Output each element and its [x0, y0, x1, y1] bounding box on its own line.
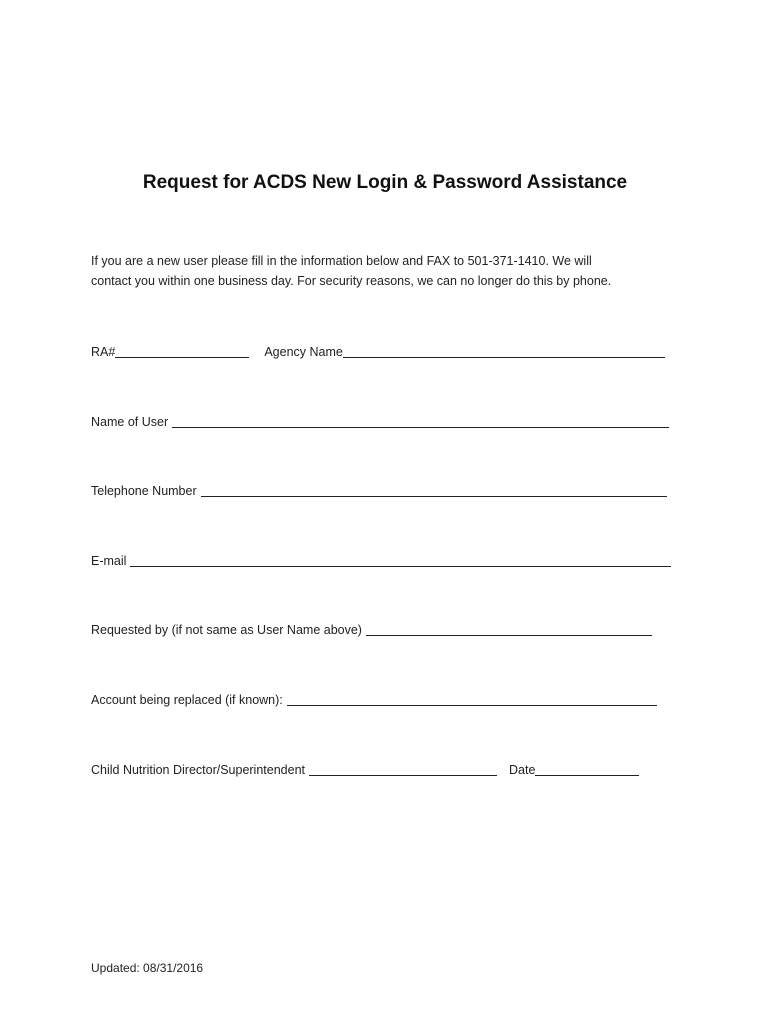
document-title: Request for ACDS New Login & Password Assistance	[142, 172, 628, 193]
email-field[interactable]	[130, 553, 671, 567]
intro-line-1: If you are a new user please fill in the information below and FAX to 501-371-1410. We will	[91, 254, 592, 268]
requested-by-row	[91, 620, 652, 638]
name-of-user-field[interactable]	[172, 414, 669, 428]
intro-line-2: contact you within one business day. For security reasons, we can no longer do this by phone.	[91, 274, 612, 288]
name-of-user-row	[91, 412, 669, 430]
ra-field[interactable]	[115, 344, 249, 358]
director-label: Child Nutrition Director/Superintendent	[91, 763, 305, 777]
telephone-field[interactable]	[201, 483, 667, 497]
agency-name-label: Agency Name	[264, 345, 343, 359]
name-of-user-label: Name of User	[91, 415, 169, 429]
requested-by-field[interactable]	[366, 622, 652, 636]
date-label: Date	[509, 763, 536, 777]
requested-by-label: Requested by (if not same as User Name above)	[91, 623, 362, 637]
updated-date-footer: Updated: 08/31/2016	[91, 961, 204, 975]
account-replaced-row	[91, 690, 657, 708]
telephone-row	[91, 481, 667, 499]
director-signature-field[interactable]	[309, 762, 497, 776]
ra-label: RA#	[91, 345, 116, 359]
email-label: E-mail	[91, 554, 127, 568]
agency-name-field[interactable]	[343, 344, 665, 358]
account-replaced-field[interactable]	[287, 692, 657, 706]
account-replaced-label: Account being replaced (if known):	[91, 693, 283, 707]
telephone-label: Telephone Number	[91, 484, 197, 498]
ra-agency-row	[91, 342, 665, 360]
director-date-row	[91, 760, 639, 778]
email-row	[91, 551, 671, 569]
intro-paragraph	[91, 251, 701, 291]
date-field[interactable]	[535, 762, 639, 776]
